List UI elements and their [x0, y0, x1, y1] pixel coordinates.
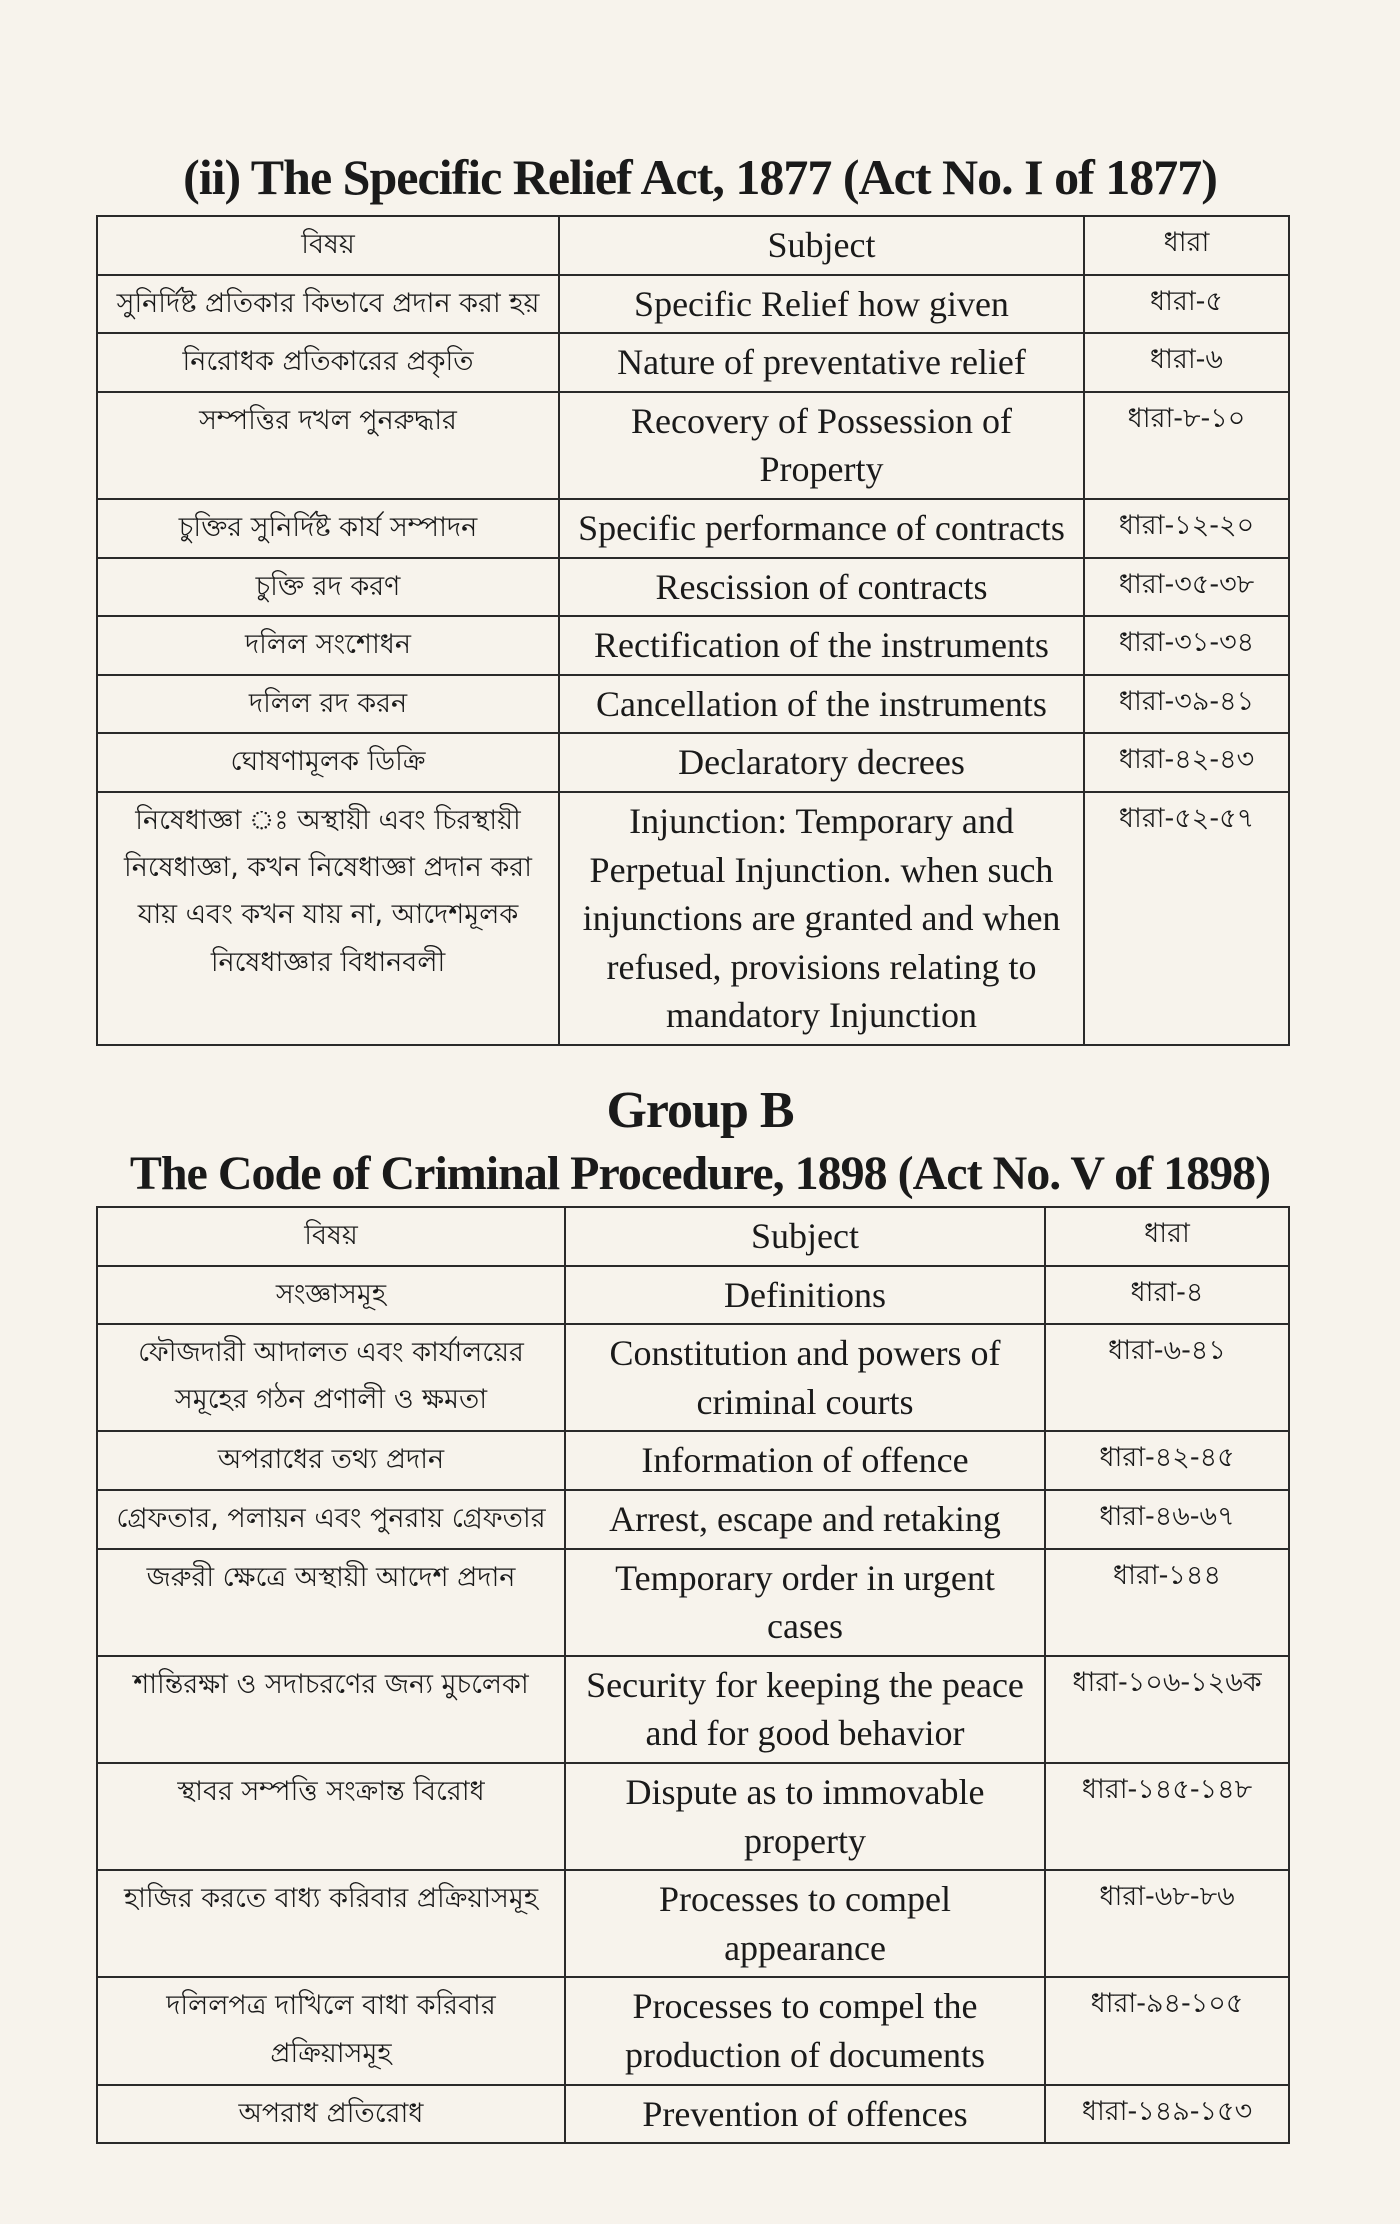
row-section: ধারা-৬৮-৮৬ — [1045, 1870, 1289, 1977]
row-en: Rescission of contracts — [559, 558, 1084, 617]
row-en: Definitions — [565, 1266, 1045, 1325]
table-row — [97, 1431, 1289, 1490]
row-bn: গ্রেফতার, পলায়ন এবং পুনরায় গ্রেফতার — [97, 1490, 565, 1549]
row-en: Declaratory decrees — [559, 733, 1084, 792]
table-row — [97, 1656, 1289, 1763]
row-bn: সুনির্দিষ্ট প্রতিকার কিভাবে প্রদান করা হয় — [97, 275, 559, 334]
table-row — [97, 675, 1289, 734]
table-row — [97, 1324, 1289, 1431]
row-section: ধারা-৯৪-১০৫ — [1045, 1977, 1289, 2084]
row-bn: ফৌজদারী আদালত এবং কার্যালয়ের সমূহের গঠন প্রণালী ও ক্ষমতা — [97, 1324, 565, 1431]
header-section: ধারা — [1045, 1207, 1289, 1266]
table-header-row — [97, 216, 1289, 275]
row-en: Prevention of offences — [565, 2085, 1045, 2144]
table-row — [97, 1549, 1289, 1656]
row-section: ধারা-৮-১০ — [1084, 392, 1289, 499]
group-heading: Group B — [606, 1082, 794, 1139]
row-en: Temporary order in urgent cases — [565, 1549, 1045, 1656]
table-header-row — [97, 1207, 1289, 1266]
row-en: Recovery of Possession of Property — [559, 392, 1084, 499]
row-section: ধারা-৪২-৪৩ — [1084, 733, 1289, 792]
row-section: ধারা-১২-২০ — [1084, 499, 1289, 558]
row-section: ধারা-৬-৪১ — [1045, 1324, 1289, 1431]
row-en: Specific performance of contracts — [559, 499, 1084, 558]
section2-title: The Code of Criminal Procedure, 1898 (Act No. V of 1898) — [129, 1147, 1271, 1200]
table-row — [97, 2085, 1289, 2144]
row-en: Cancellation of the instruments — [559, 675, 1084, 734]
header-bn-subject: বিষয় — [97, 1207, 565, 1266]
row-en: Information of offence — [565, 1431, 1045, 1490]
row-bn: নিরোধক প্রতিকারের প্রকৃতি — [97, 333, 559, 392]
table-row — [97, 616, 1289, 675]
row-section: ধারা-১০৬-১২৬ক — [1045, 1656, 1289, 1763]
row-en: Arrest, escape and retaking — [565, 1490, 1045, 1549]
row-section: ধারা-৪৬-৬৭ — [1045, 1490, 1289, 1549]
row-bn: অপরাধ প্রতিরোধ — [97, 2085, 565, 2144]
row-section: ধারা-৩১-৩৪ — [1084, 616, 1289, 675]
criminal-procedure-table — [96, 1206, 1290, 2144]
row-section: ধারা-৪ — [1045, 1266, 1289, 1325]
table-row — [97, 392, 1289, 499]
header-en-subject: Subject — [559, 216, 1084, 275]
row-section: ধারা-৩৫-৩৮ — [1084, 558, 1289, 617]
row-section: ধারা-৬ — [1084, 333, 1289, 392]
row-bn: নিষেধাজ্ঞা ঃ অস্থায়ী এবং চিরস্থায়ী নিষেধাজ্ঞা, কখন নিষেধাজ্ঞা প্রদান করা যায় এবং কখন যায় না, আদেশমূলক নিষেধাজ্ঞার বিধানবলী — [97, 792, 559, 1045]
table-row — [97, 558, 1289, 617]
row-en: Security for keeping the peace and for good behavior — [565, 1656, 1045, 1763]
row-bn: শান্তিরক্ষা ও সদাচরণের জন্য মুচলেকা — [97, 1656, 565, 1763]
row-en: Processes to compel the production of documents — [565, 1977, 1045, 2084]
table-row — [97, 499, 1289, 558]
row-section: ধারা-৪২-৪৫ — [1045, 1431, 1289, 1490]
row-en: Injunction: Temporary and Perpetual Injunction. when such injunctions are granted and when refused, provisions relating to mandatory Injunction — [559, 792, 1084, 1045]
specific-relief-table — [96, 215, 1290, 1046]
table-row — [97, 1490, 1289, 1549]
row-bn: হাজির করতে বাধ্য করিবার প্রক্রিয়াসমূহ — [97, 1870, 565, 1977]
row-section: ধারা-৫ — [1084, 275, 1289, 334]
row-bn: দলিল সংশোধন — [97, 616, 559, 675]
row-bn: দলিল রদ করন — [97, 675, 559, 734]
header-en-subject: Subject — [565, 1207, 1045, 1266]
table-row — [97, 1266, 1289, 1325]
row-en: Rectification of the instruments — [559, 616, 1084, 675]
table-row — [97, 1763, 1289, 1870]
row-section: ধারা-১৪৯-১৫৩ — [1045, 2085, 1289, 2144]
row-bn: সংজ্ঞাসমূহ — [97, 1266, 565, 1325]
table-row — [97, 1870, 1289, 1977]
row-section: ধারা-১৪৪ — [1045, 1549, 1289, 1656]
row-bn: জরুরী ক্ষেত্রে অস্থায়ী আদেশ প্রদান — [97, 1549, 565, 1656]
table-row — [97, 333, 1289, 392]
row-en: Processes to compel appearance — [565, 1870, 1045, 1977]
row-bn: চুক্তি রদ করণ — [97, 558, 559, 617]
row-section: ধারা-৩৯-৪১ — [1084, 675, 1289, 734]
row-en: Specific Relief how given — [559, 275, 1084, 334]
table-row — [97, 1977, 1289, 2084]
section1-title: (ii) The Specific Relief Act, 1877 (Act No. I of 1877) — [183, 149, 1217, 205]
header-bn-subject: বিষয় — [97, 216, 559, 275]
row-bn: স্থাবর সম্পত্তি সংক্রান্ত বিরোধ — [97, 1763, 565, 1870]
row-bn: চুক্তির সুনির্দিষ্ট কার্য সম্পাদন — [97, 499, 559, 558]
header-section: ধারা — [1084, 216, 1289, 275]
table-row — [97, 733, 1289, 792]
row-en: Nature of preventative relief — [559, 333, 1084, 392]
row-section: ধারা-১৪৫-১৪৮ — [1045, 1763, 1289, 1870]
row-en: Constitution and powers of criminal courts — [565, 1324, 1045, 1431]
row-bn: অপরাধের তথ্য প্রদান — [97, 1431, 565, 1490]
row-section: ধারা-৫২-৫৭ — [1084, 792, 1289, 1045]
row-bn: ঘোষণামূলক ডিক্রি — [97, 733, 559, 792]
row-bn: সম্পত্তির দখল পুনরুদ্ধার — [97, 392, 559, 499]
table-row — [97, 275, 1289, 334]
table-row — [97, 792, 1289, 1045]
row-bn: দলিলপত্র দাখিলে বাধা করিবার প্রক্রিয়াসমূহ — [97, 1977, 565, 2084]
row-en: Dispute as to immovable property — [565, 1763, 1045, 1870]
